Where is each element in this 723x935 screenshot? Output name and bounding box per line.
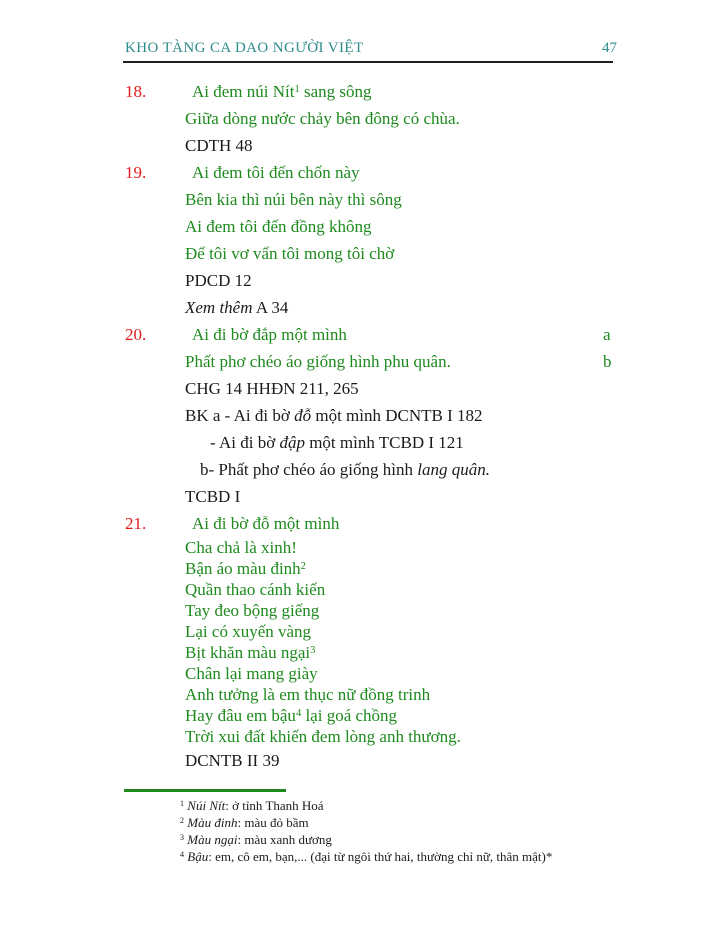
verse-line: Giữa dòng nước chảy bên đông có chùa.	[185, 109, 460, 128]
variant-line: - Ai đi bờ đập một mình TCBD I 121	[210, 433, 464, 452]
header-rule	[123, 61, 613, 63]
entry-body	[185, 321, 637, 510]
verse-text: Ai đi bờ đắp một mình	[192, 325, 347, 344]
entry-number: 20.	[125, 325, 147, 344]
variant-source-ref: TCBD I	[185, 487, 241, 506]
footnote-line: $^1$ Núi Nít: ở tỉnh Thanh Hoá	[180, 798, 324, 813]
entry-21	[125, 510, 637, 774]
running-title: KHO TÀNG CA DAO NGƯỜI VIỆT	[125, 40, 364, 56]
entry-number: 18.	[125, 82, 147, 101]
verse-line: Ai đi bờ đỗ một mình	[192, 514, 340, 533]
source-ref: DCNTB II 39	[185, 751, 280, 770]
entry-18	[125, 78, 637, 159]
verse-line: Bên kia thì núi bên này thì sông	[185, 190, 402, 209]
see-also-note: Xem thêm A 34	[185, 298, 289, 317]
verse-line: Ai đem tôi đến chốn này	[192, 163, 360, 182]
verse-line: Quần thao cánh kiến	[185, 580, 326, 599]
verse-line	[185, 321, 637, 348]
verse-line: Ai đem núi Nít$^1$ sang sông	[192, 82, 372, 101]
verse-line: Trời xui đất khiến đem lòng anh thương.	[185, 727, 461, 746]
entry-number: 21.	[125, 514, 147, 533]
verse-text: Phất phơ chéo áo giống hình phu quân.	[185, 352, 451, 371]
verse-line: Anh tưởng là em thục nữ đồng trinh	[185, 685, 431, 704]
verse-line: Để tôi vơ vẩn tôi mong tôi chờ	[185, 244, 395, 263]
entry-body	[185, 510, 637, 774]
verse-marker-a: a	[603, 325, 611, 344]
verse-line: Hay đâu em bậu$^4$ lại goá chồng	[185, 706, 398, 725]
footnote-line: $^4$ Bậu: em, cô em, bạn,... (đại từ ngôi thứ hai, thường chỉ nữ, thân mật)*	[180, 849, 553, 864]
footnote-line: $^3$ Màu ngại: màu xanh dương	[180, 832, 332, 847]
source-ref: CHG 14 HHĐN 211, 265	[185, 379, 359, 398]
entry-19	[125, 159, 637, 321]
verse-line: Ai đem tôi đến đồng không	[185, 217, 372, 236]
entry-body	[185, 78, 637, 159]
verse-line: Tay đeo bộng giếng	[185, 601, 320, 620]
entry-number: 19.	[125, 163, 147, 182]
variant-line: b- Phất phơ chéo áo giống hình lang quân.	[200, 460, 490, 479]
footnote-line: $^2$ Màu đinh: màu đỏ bầm	[180, 815, 309, 830]
footnote-separator	[124, 789, 286, 792]
variant-line: BK a - Ai đi bờ đỗ một mình DCNTB I 182	[185, 406, 483, 425]
verse-line: Chân lại mang giày	[185, 664, 318, 683]
footnotes	[180, 797, 660, 865]
verse-line: Lại có xuyến vàng	[185, 622, 312, 641]
entry-body	[185, 159, 637, 321]
verse-marker-b: b	[603, 352, 612, 371]
page-number: 47	[602, 40, 617, 56]
verse-line: Bịt khăn màu ngại$^3$	[185, 643, 316, 662]
verse-line: Bận áo màu đinh$^2$	[185, 559, 306, 578]
source-ref: CDTH 48	[185, 136, 253, 155]
verse-line: Cha chả là xinh!	[185, 538, 297, 557]
verse-line	[185, 348, 637, 375]
source-ref: PDCD 12	[185, 271, 252, 290]
content-column	[125, 78, 637, 774]
entry-20	[125, 321, 637, 510]
